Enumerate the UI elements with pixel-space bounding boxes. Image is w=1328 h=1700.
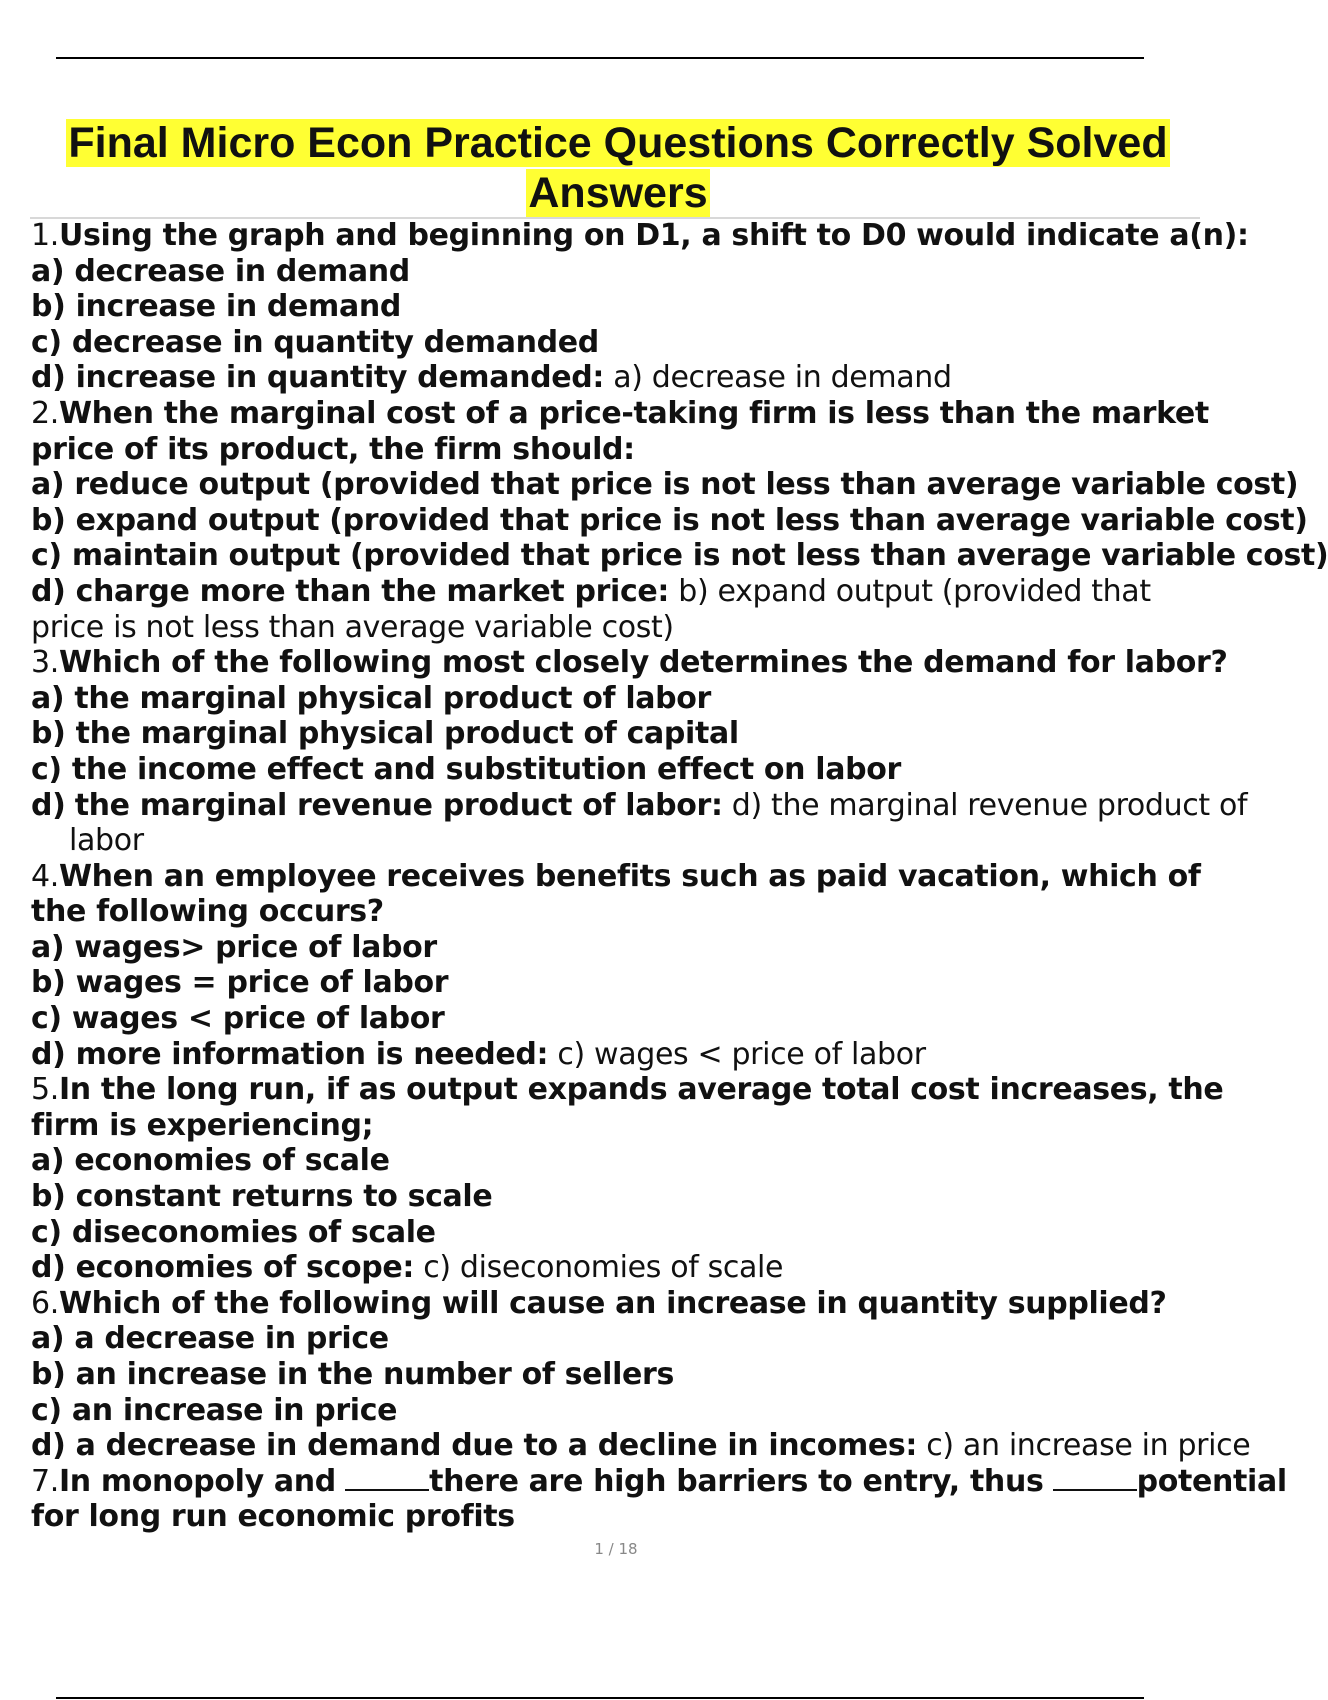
question-text: When an employee receives benefits such as paid vacation, which of xyxy=(58,858,1201,894)
question-2 xyxy=(31,395,1209,432)
option-c: c) the income effect and substitution effect on labor xyxy=(31,751,901,787)
option-d: d) economies of scope: xyxy=(31,1250,415,1286)
fill-in-blank xyxy=(345,1465,429,1491)
option-a: a) wages> price of labor xyxy=(31,929,437,965)
option-b: b) the marginal physical product of capital xyxy=(31,716,739,752)
option-d: d) a decrease in demand due to a decline in incomes: xyxy=(31,1428,918,1464)
answer: a) decrease in demand xyxy=(613,360,952,396)
title-highlight: Final Micro Econ Practice Questions Correctly Solved Answers xyxy=(68,119,1168,217)
option-d: d) more information is needed: xyxy=(31,1036,549,1072)
option-d: d) charge more than the market price: xyxy=(31,573,670,609)
answer: c) an increase in price xyxy=(926,1428,1251,1464)
question-text: Using the graph and beginning on D1, a shift to D0 would indicate a(n): xyxy=(58,218,1249,253)
question-number: 6. xyxy=(31,1285,59,1321)
option-b: b) wages = price of labor xyxy=(31,965,449,1001)
option-c: c) maintain output (provided that price is not less than average variable cost) xyxy=(31,538,1328,574)
answer: c) wages < price of labor xyxy=(557,1036,926,1072)
question-1 xyxy=(31,218,1249,254)
option-d-with-answer xyxy=(31,1250,1200,1286)
question-number: 4. xyxy=(31,858,59,894)
option-a: a) the marginal physical product of labor xyxy=(31,680,712,716)
question-text: In the long run, if as output expands average total cost increases, the xyxy=(58,1072,1224,1108)
question-text: Which of the following will cause an increase in quantity supplied? xyxy=(58,1285,1167,1321)
question-text-part-2: there are high barriers to entry, thus xyxy=(429,1463,1044,1499)
question-text: Which of the following most closely determines the demand for labor? xyxy=(58,645,1228,681)
option-b: b) constant returns to scale xyxy=(31,1179,493,1215)
option-b: b) expand output (provided that price is not less than average variable cost) xyxy=(31,502,1308,538)
question-number: 7. xyxy=(31,1463,59,1499)
option-a: a) a decrease in price xyxy=(31,1321,389,1357)
option-c: c) an increase in price xyxy=(31,1392,398,1428)
top-rule xyxy=(56,57,1144,59)
option-d-letter: d) xyxy=(31,787,66,823)
option-d-with-answer xyxy=(31,1428,1251,1464)
bottom-rule xyxy=(56,1697,1144,1699)
answer: d) the marginal revenue product of xyxy=(731,787,1248,823)
question-text: When the marginal cost of a price-taking firm is less than the market xyxy=(58,395,1209,431)
question-3 xyxy=(31,645,1228,681)
question-text-part-3: potential xyxy=(1136,1463,1287,1499)
answer-continued: labor xyxy=(69,823,144,859)
option-c: c) diseconomies of scale xyxy=(31,1214,436,1250)
answer: c) diseconomies of scale xyxy=(423,1250,784,1286)
fill-in-blank xyxy=(1053,1465,1137,1491)
answer: b) expand output (provided that xyxy=(678,573,1151,609)
option-d: d) increase in quantity demanded: xyxy=(31,360,604,396)
question-number: 5. xyxy=(31,1072,59,1108)
option-a: a) reduce output (provided that price is not less than average variable cost) xyxy=(31,467,1299,503)
option-d-with-answer xyxy=(31,574,1200,610)
question-text-continued: the following occurs? xyxy=(31,894,384,930)
option-a: a) economies of scale xyxy=(31,1143,390,1179)
question-number: 1. xyxy=(31,218,59,253)
document-title xyxy=(0,118,1236,218)
question-5 xyxy=(31,1072,1224,1108)
document-body xyxy=(31,218,1328,1535)
question-text-part-1: In monopoly and xyxy=(58,1463,336,1499)
answer-continued: price is not less than average variable cost) xyxy=(31,609,674,645)
option-b: b) increase in demand xyxy=(31,289,401,325)
question-text-continued: price of its product, the firm should: xyxy=(31,431,635,467)
option-d-with-answer xyxy=(31,360,1200,396)
page-number: 1 / 18 xyxy=(594,1540,638,1558)
option-c: c) wages < price of labor xyxy=(31,1001,445,1037)
question-text-continued: firm is experiencing; xyxy=(31,1107,374,1143)
question-6 xyxy=(31,1286,1200,1322)
question-7 xyxy=(31,1463,1287,1500)
option-a: a) decrease in demand xyxy=(31,253,410,289)
question-text-continued: for long run economic profits xyxy=(31,1499,515,1535)
option-d: the marginal revenue product of labor: xyxy=(74,787,723,823)
option-d-with-answer xyxy=(31,1037,1200,1073)
option-d-with-answer xyxy=(31,787,1248,824)
question-number: 3. xyxy=(31,645,59,681)
question-4 xyxy=(31,859,1200,895)
option-c: c) decrease in quantity demanded xyxy=(31,324,599,360)
question-number: 2. xyxy=(31,395,59,431)
option-b: b) an increase in the number of sellers xyxy=(31,1357,674,1392)
